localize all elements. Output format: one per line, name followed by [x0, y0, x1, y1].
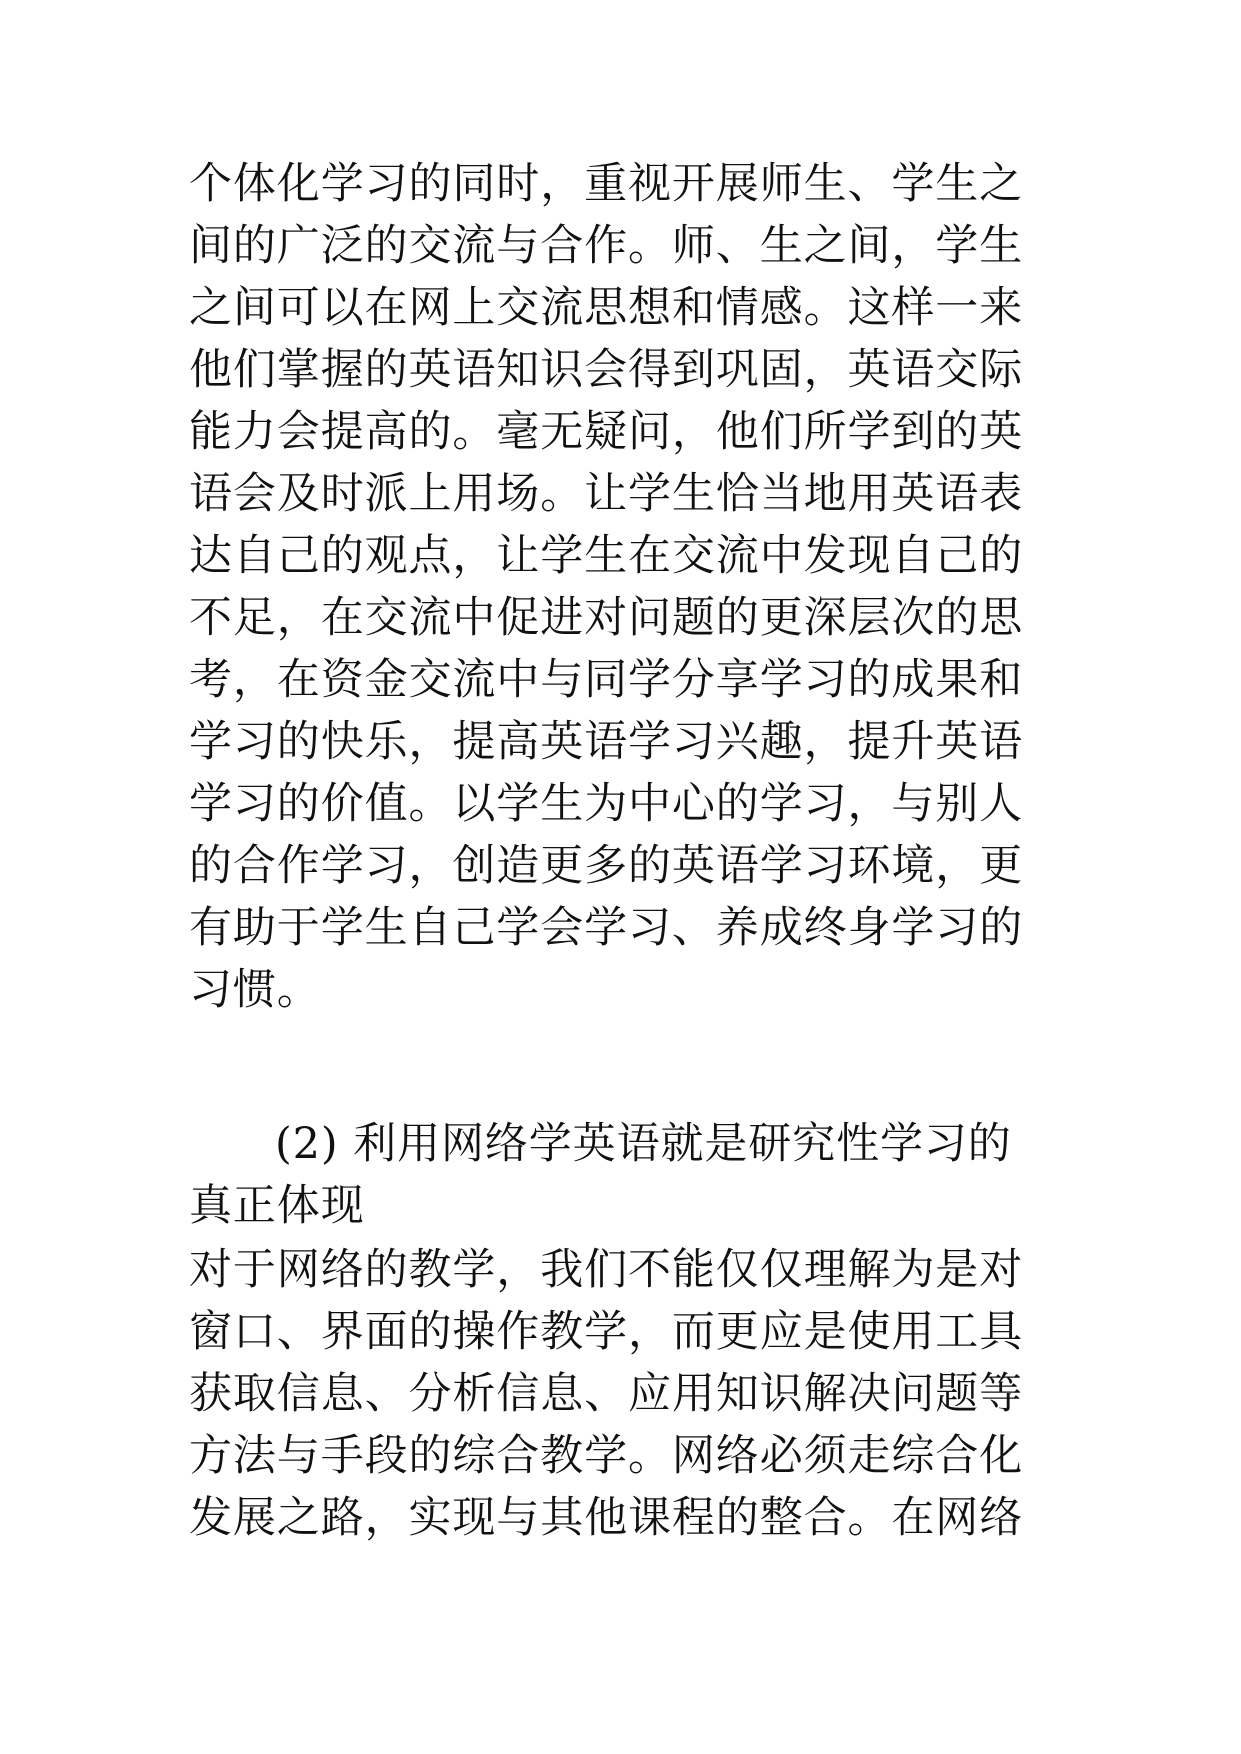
paragraph-line: 不足，在交流中促进对问题的更深层次的思 — [189, 593, 1024, 643]
paragraph-line: 获取信息、分析信息、应用知识解决问题等 — [189, 1369, 1024, 1419]
section-heading — [189, 1113, 1049, 1237]
paragraph-line: 习惯。 — [189, 965, 321, 1015]
paragraph-line: 学习的快乐，提高英语学习兴趣，提升英语 — [189, 717, 1024, 767]
paragraph-line: 达自己的观点，让学生在交流中发现自己的 — [189, 531, 1024, 581]
paragraph-line: 发展之路，实现与其他课程的整合。在网络 — [189, 1493, 1024, 1543]
paragraph-line: 方法与手段的综合教学。网络必须走综合化 — [189, 1431, 1024, 1481]
paragraph-line: 间的广泛的交流与合作。师、生之间，学生 — [189, 221, 1024, 271]
paragraph-line: 的合作学习，创造更多的英语学习环境，更 — [189, 841, 1024, 891]
paragraph-line: 他们掌握的英语知识会得到巩固，英语交际 — [189, 345, 1024, 395]
paragraph-line: 窗口、界面的操作教学，而更应是使用工具 — [189, 1307, 1024, 1357]
paragraph-line: 语会及时派上用场。让学生恰当地用英语表 — [189, 469, 1024, 519]
paragraph-line: 考，在资金交流中与同学分享学习的成果和 — [189, 655, 1024, 705]
paragraph-line: 有助于学生自己学会学习、养成终身学习的 — [189, 903, 1024, 953]
paragraph-line: 对于网络的教学，我们不能仅仅理解为是对 — [189, 1245, 1024, 1295]
heading-line: (2) 利用网络学英语就是研究性学习的 — [275, 1119, 1012, 1169]
paragraph-line: 学习的价值。以学生为中心的学习，与别人 — [189, 779, 1024, 829]
paragraph-line: 个体化学习的同时，重视开展师生、学生之 — [189, 159, 1024, 209]
heading-line: 真正体现 — [189, 1181, 365, 1231]
paragraph-line: 之间可以在网上交流思想和情感。这样一来 — [189, 283, 1024, 333]
paragraph-2 — [189, 1239, 1049, 1549]
paragraph-1 — [189, 153, 1049, 1021]
paragraph-line: 能力会提高的。毫无疑问，他们所学到的英 — [189, 407, 1024, 457]
